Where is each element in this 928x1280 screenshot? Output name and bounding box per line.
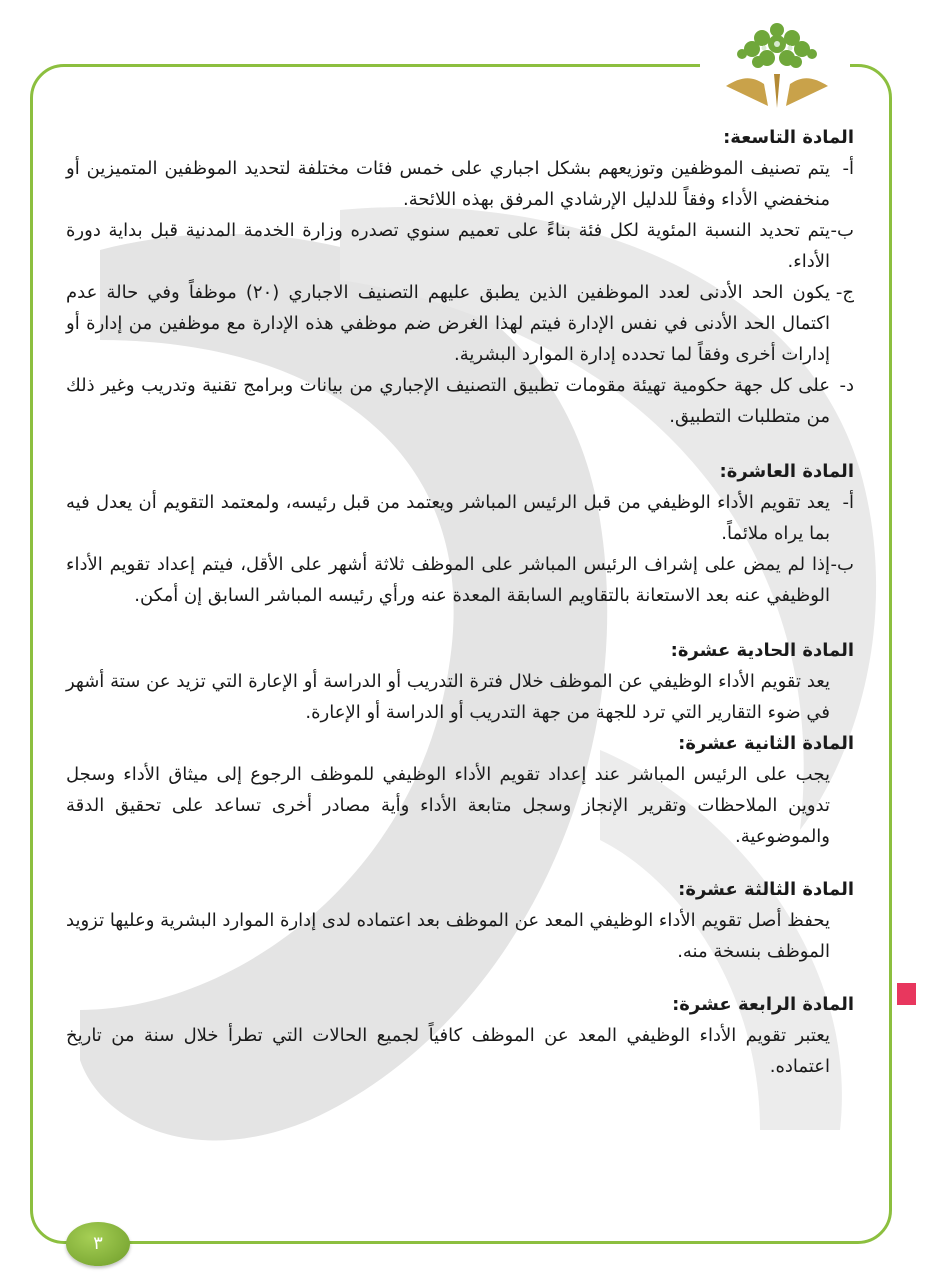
page-number-badge: ٣	[66, 1222, 130, 1266]
clause-marker: ب-	[830, 554, 854, 575]
clause-text: يتم تحديد النسبة المئوية لكل فئة بناءً على تعميم سنوي تصدره وزارة الخدمة المدنية قبل بداية دورة الأداء.	[66, 220, 830, 272]
article-heading: المادة الثالثة عشرة:	[678, 879, 854, 900]
clause-item	[66, 549, 854, 611]
clause-item	[66, 487, 854, 549]
article-10	[66, 456, 854, 611]
article-heading: المادة الرابعة عشرة:	[672, 994, 854, 1015]
document-body	[66, 122, 854, 1082]
clause-text: يكون الحد الأدنى لعدد الموظفين الذين يطبق عليهم التصنيف الاجباري (٢٠) موظفاً وفي حالة عدم اكتمال الحد الأدنى في نفس الإدارة فيتم لهذا الغرض ضم موظفي هذه الإدارة مع موظفين من إدارة أو إدارات أخرى وفقاً لما تحدده إدارة الموارد البشرية.	[66, 282, 831, 365]
clause-marker: أ-	[842, 158, 854, 179]
clause-text: يعد تقويم الأداء الوظيفي من قبل الرئيس المباشر ويعتمد من قبل رئيسه، ولمعتمد التقويم أن يعدل فيه بما يراه ملائماً.	[66, 492, 830, 544]
clause-marker: ب-	[830, 220, 854, 241]
clause-marker: د-	[839, 375, 854, 396]
article-heading: المادة التاسعة:	[723, 127, 854, 148]
clause-text: يتم تصنيف الموظفين وتوزيعهم بشكل اجباري على خمس فئات مختلفة لتحديد الموظفين المتميزين أو منخفضي الأداء وفقاً للدليل الإرشادي المرفق بهذه اللائحة.	[66, 158, 830, 210]
clause-text: إذا لم يمض على إشراف الرئيس المباشر على الموظف ثلاثة أشهر على الأقل، فيتم إعداد تقويم الأداء الوظيفي عنه بعد الاستعانة بالتقاويم السابقة المعدة عنه ورأي رئيسه المباشر السابق إن أمكن.	[66, 554, 830, 606]
article-text: يجب على الرئيس المباشر عند إعداد تقويم الأداء الوظيفي للموظف الرجوع إلى ميثاق الأداء وسجل تدوين الملاحظات وتقرير الإنجاز وسجل متابعة الأداء وأية مصادر أخرى تساعد على تحقيق الدقة والموضوعية.	[66, 764, 830, 847]
clause-item	[66, 215, 854, 277]
clause-item	[66, 277, 854, 370]
article-9	[66, 122, 854, 432]
clause-text: على كل جهة حكومية تهيئة مقومات تطبيق التصنيف الإجباري من بيانات وبرامج تقنية وتدريب وغير ذلك من متطلبات التطبيق.	[66, 375, 830, 427]
article-text: يحفظ أصل تقويم الأداء الوظيفي المعد عن الموظف بعد اعتماده لدى إدارة الموارد البشرية وعليها تزويد الموظف بنسخة منه.	[66, 910, 830, 962]
article-text: يعتبر تقويم الأداء الوظيفي المعد عن الموظف كافياً لجميع الحالات التي تطرأ خلال سنة من تاريخ اعتماده.	[66, 1025, 830, 1077]
article-heading: المادة الثانية عشرة:	[678, 733, 854, 754]
article-14	[66, 989, 854, 1082]
article-12	[66, 728, 854, 852]
section-marker	[897, 983, 916, 1005]
clause-marker: ج-	[835, 282, 854, 303]
article-11	[66, 635, 854, 728]
clause-marker: أ-	[842, 492, 854, 513]
clause-item	[66, 370, 854, 432]
article-heading: المادة العاشرة:	[719, 461, 854, 482]
article-13	[66, 874, 854, 967]
clause-item	[66, 153, 854, 215]
article-heading: المادة الحادية عشرة:	[670, 640, 854, 661]
palm-logo-icon	[712, 14, 842, 114]
article-text: يعد تقويم الأداء الوظيفي عن الموظف خلال فترة التدريب أو الدراسة أو الإعارة التي تزيد عن ستة أشهر في ضوء التقارير التي ترد للجهة من جهة التدريب أو الدراسة أو الإعارة.	[66, 671, 830, 723]
